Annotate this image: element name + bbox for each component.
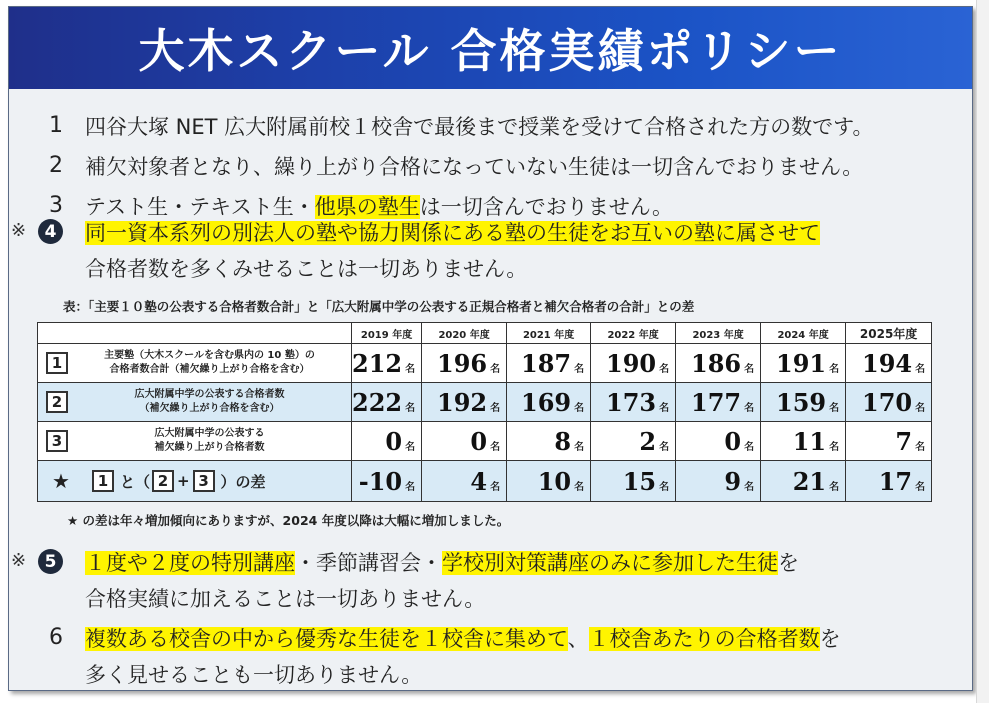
year-header: 2020 年度 [422, 323, 507, 344]
row-number-box: 2 [152, 470, 174, 492]
policy-4-number-badge: 4 [38, 219, 63, 244]
highlight: 他県の塾生 [314, 195, 420, 219]
value-cell: 177 名 [676, 383, 761, 422]
value-cell: 173 名 [591, 383, 676, 422]
row-number-box: 1 [92, 470, 114, 492]
row-number-box: 3 [46, 430, 68, 452]
value-cell: 4 名 [422, 461, 507, 502]
value-cell: 9 名 [676, 461, 761, 502]
value-cell: 212 名 [352, 344, 422, 383]
year-header: 2021 年度 [507, 323, 591, 344]
page-title: 大木スクール 合格実績ポリシー [138, 24, 843, 78]
year-header: 2019 年度 [352, 323, 422, 344]
policy-1-number: 1 [49, 113, 63, 138]
value-cell: 186 名 [676, 344, 761, 383]
row-number-box: 1 [46, 352, 68, 374]
value-cell: 222 名 [352, 383, 422, 422]
year-header: 2022 年度 [591, 323, 676, 344]
row-label-cell [38, 383, 352, 422]
year-header: 2023 年度 [676, 323, 761, 344]
row-label-cell [38, 344, 352, 383]
value-cell: 192 名 [422, 383, 507, 422]
table-footnote: ★ の差は年々増加傾向にありますが、2024 年度以降は大幅に増加しました。 [67, 513, 510, 528]
policy-6-line2: 多く見せることも一切ありません。 [85, 663, 423, 687]
table-row [38, 344, 932, 383]
value-cell: 8 名 [507, 422, 591, 461]
value-cell: 191 名 [761, 344, 846, 383]
table-caption: 表：「主要１０塾の公表する合格者数合計」と「広大附属中学の公表する正規合格者と補欠合格者の合計」との差 [63, 299, 695, 314]
policy-1-text: 四谷大塚 NET 広大附属前校１校舎で最後まで授業を受けて合格された方の数です。 [85, 115, 874, 139]
row-label: 広大附属中学の公表する合格者数 （補欠繰り上がり合格を含む） [134, 389, 285, 414]
table-row [38, 383, 932, 422]
policy-5-line2: 合格実績に加えることは一切ありません。 [85, 587, 486, 611]
policy-3-number: 3 [49, 193, 63, 218]
row-number-box: 2 [46, 391, 68, 413]
value-cell: 2 名 [591, 422, 676, 461]
year-header: 2025年度 [846, 323, 932, 344]
plus-sign: + [176, 472, 190, 490]
star-icon: ★ [52, 469, 70, 493]
row-number-box: 3 [193, 470, 215, 492]
policy-2-number: 2 [49, 153, 63, 178]
value-cell: 159 名 [761, 383, 846, 422]
difference-label: ）の差 [220, 472, 266, 491]
value-cell: 11 名 [761, 422, 846, 461]
value-cell: 0 名 [676, 422, 761, 461]
policy-4-line1: 同一資本系列の別法人の塾や協力関係にある塾の生徒をお互いの塾に属させて [85, 221, 820, 245]
policy-3-text: テスト生・テキスト生・他県の塾生は一切含んでおりません。 [85, 195, 674, 219]
value-cell: 10 名 [507, 461, 591, 502]
value-cell: 0 名 [352, 422, 422, 461]
policy-5-line1: １度や２度の特別講座・季節講習会・学校別対策講座のみに参加した生徒を [85, 551, 799, 575]
difference-label: と（ [119, 472, 150, 491]
value-cell: 7 名 [846, 422, 932, 461]
value-cell: 15 名 [591, 461, 676, 502]
value-cell: 194 名 [846, 344, 932, 383]
year-header: 2024 年度 [761, 323, 846, 344]
table-header-row [38, 323, 932, 344]
value-cell: 170 名 [846, 383, 932, 422]
difference-label-cell [38, 461, 352, 502]
row-label: 主要塾（大木スクールを含む県内の 10 塾）の 合格者数合計（補欠繰り上がり合格を含む） [104, 350, 315, 375]
policy-card [8, 6, 973, 691]
header-blank [38, 323, 352, 344]
policy-6-line1: 複数ある校舎の中から優秀な生徒を１校舎に集めて、１校舎あたりの合格者数を [85, 627, 841, 651]
table-row [38, 422, 932, 461]
policy-6-number: 6 [49, 625, 63, 650]
value-cell: 21 名 [761, 461, 846, 502]
value-cell: 187 名 [507, 344, 591, 383]
policy-4-line2: 合格者数を多くみせることは一切ありません。 [85, 257, 528, 281]
policy-2-text: 補欠対象者となり、繰り上がり合格になっていない生徒は一切含んでおりません。 [85, 155, 864, 179]
value-cell: 169 名 [507, 383, 591, 422]
policy-5-number-badge: 5 [38, 549, 63, 574]
value-cell: 190 名 [591, 344, 676, 383]
value-cell: 196 名 [422, 344, 507, 383]
results-table [37, 322, 932, 502]
scrollbar[interactable] [976, 0, 989, 703]
difference-row [38, 461, 932, 502]
row-label: 広大附属中学の公表する 補欠繰り上がり合格者数 [154, 428, 265, 453]
note-mark: ※ [11, 220, 27, 241]
value-cell: -10 名 [352, 461, 422, 502]
value-cell: 17 名 [846, 461, 932, 502]
note-mark: ※ [11, 550, 27, 571]
row-label-cell [38, 422, 352, 461]
value-cell: 0 名 [422, 422, 507, 461]
